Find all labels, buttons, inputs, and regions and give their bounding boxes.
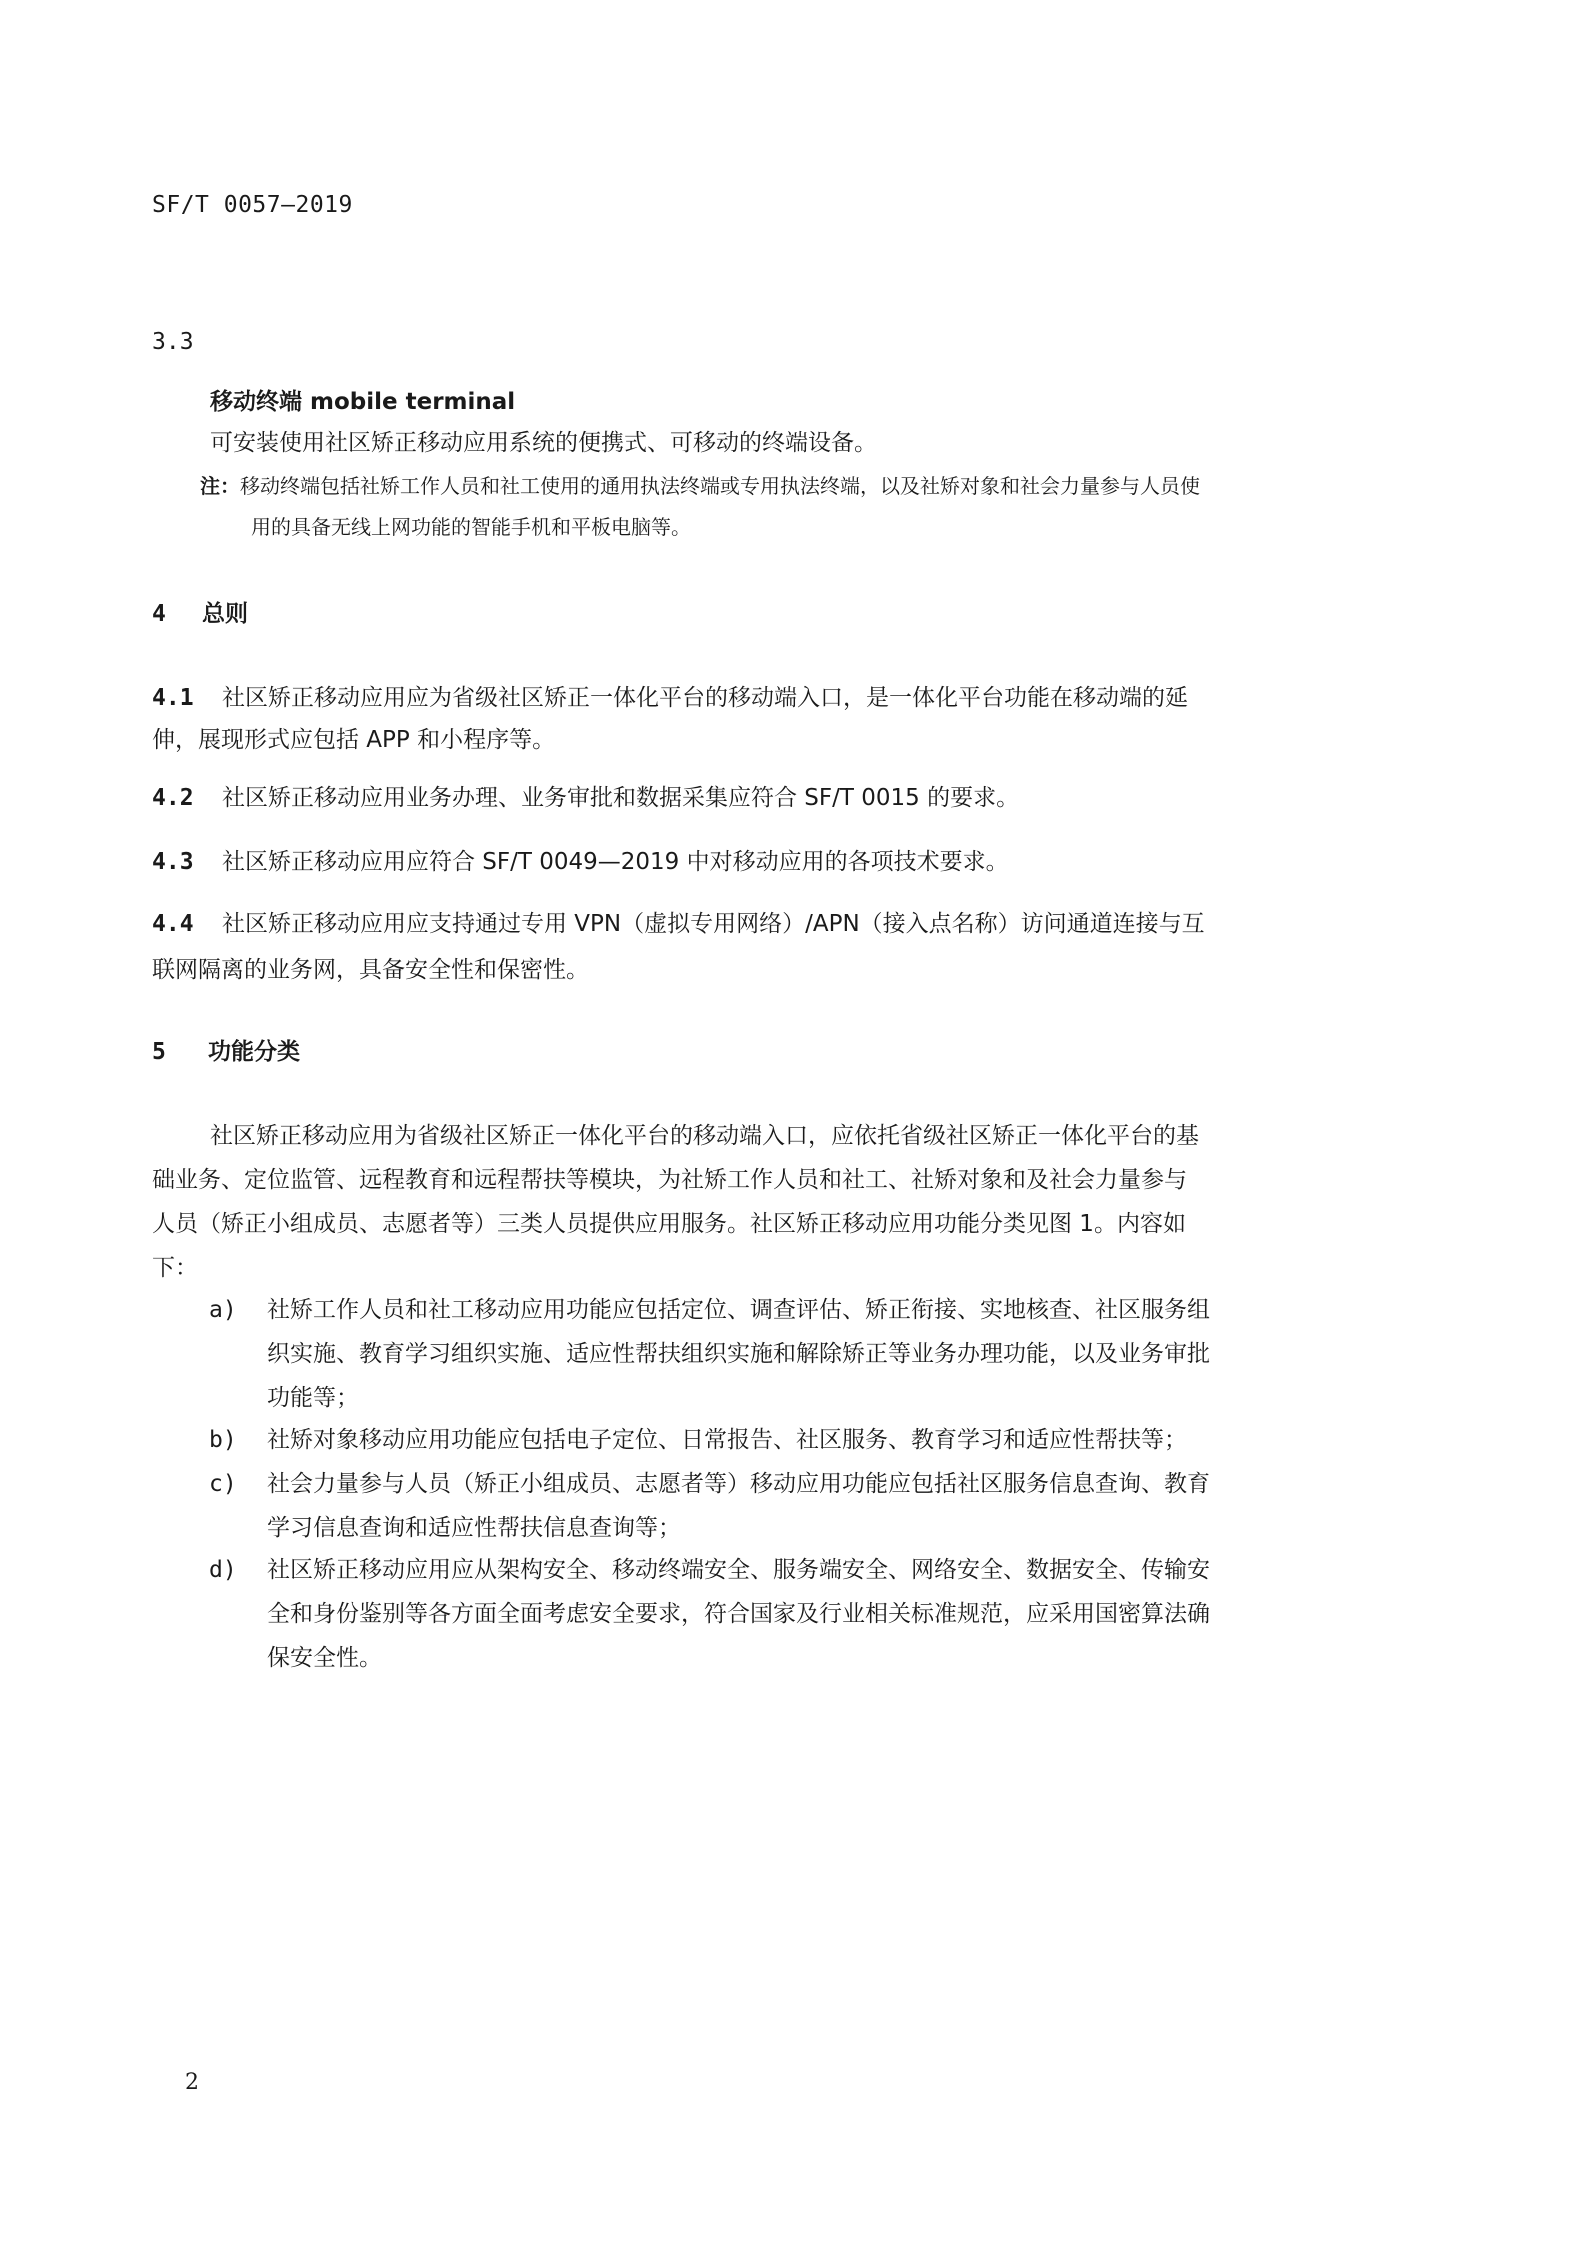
list-marker: a) xyxy=(209,1297,237,1323)
list-item-d xyxy=(209,1548,1407,1680)
list-marker: c) xyxy=(209,1471,237,1497)
note-line-1: 移动终端包括社矫工作人员和社工使用的通用执法终端或专用执法终端，以及社矫对象和社会力量参与人员使 xyxy=(240,474,1200,498)
clause-4-1 xyxy=(152,676,1407,720)
list-item-c xyxy=(209,1462,1407,1550)
list-line: 织实施、教育学习组织实施、适应性帮扶组织实施和解除矫正等业务办理功能，以及业务审批 xyxy=(267,1341,1210,1367)
document-code: SF/T 0057—2019 xyxy=(152,192,353,218)
section-4-title: 总则 xyxy=(202,601,248,627)
section-5-title: 功能分类 xyxy=(208,1039,300,1065)
list-line: 社矫工作人员和社工移动应用功能应包括定位、调查评估、矫正衔接、实地核查、社区服务组 xyxy=(267,1297,1210,1323)
list-line: 全和身份鉴别等各方面全面考虑安全要求，符合国家及行业相关标准规范，应采用国密算法确 xyxy=(267,1601,1210,1627)
intro-line-3: 人员（矫正小组成员、志愿者等）三类人员提供应用服务。社区矫正移动应用功能分类见图 1。内容如 xyxy=(152,1211,1186,1237)
list-item-b xyxy=(209,1418,1407,1462)
clause-4-1-cont: 伸，展现形式应包括 APP 和小程序等。 xyxy=(152,727,556,753)
clause-number: 4.2 xyxy=(152,785,194,811)
clause-line-1: 社区矫正移动应用业务办理、业务审批和数据采集应符合 SF/T 0015 的要求。 xyxy=(222,785,1020,811)
term-number: 3.3 xyxy=(152,329,194,355)
list-line: 社会力量参与人员（矫正小组成员、志愿者等）移动应用功能应包括社区服务信息查询、教育 xyxy=(267,1471,1210,1497)
clause-4-2 xyxy=(152,776,1019,820)
list-line: 保安全性。 xyxy=(267,1645,382,1671)
clause-number: 4.3 xyxy=(152,849,194,875)
section-5-heading xyxy=(152,1030,300,1074)
note-line-2: 用的具备无线上网功能的智能手机和平板电脑等。 xyxy=(251,515,691,539)
clause-4-3 xyxy=(152,840,1009,884)
clause-number: 4.1 xyxy=(152,685,194,711)
note-label: 注： xyxy=(200,474,240,498)
list-marker: b) xyxy=(209,1427,237,1453)
list-line: 功能等； xyxy=(267,1385,359,1411)
clause-4-4-cont: 联网隔离的业务网，具备安全性和保密性。 xyxy=(152,957,589,983)
intro-line-4: 下： xyxy=(152,1255,198,1281)
term-note xyxy=(200,467,1200,506)
clause-line-1: 社区矫正移动应用应符合 SF/T 0049—2019 中对移动应用的各项技术要求。 xyxy=(222,849,1009,875)
clause-line-1: 社区矫正移动应用应支持通过专用 VPN（虚拟专用网络）/APN（接入点名称）访问通道连接与互 xyxy=(222,911,1205,937)
section-4-heading xyxy=(152,592,248,636)
intro-line-2: 础业务、定位监管、远程教育和远程帮扶等模块，为社矫工作人员和社工、社矫对象和及社会力量参与 xyxy=(152,1167,1187,1193)
clause-4-4 xyxy=(152,902,1205,946)
term-title: 移动终端 mobile terminal xyxy=(210,389,516,415)
clause-line-1: 社区矫正移动应用应为省级社区矫正一体化平台的移动端入口，是一体化平台功能在移动端的延 xyxy=(222,685,1188,711)
term-definition: 可安装使用社区矫正移动应用系统的便携式、可移动的终端设备。 xyxy=(210,430,877,456)
list-line: 社区矫正移动应用应从架构安全、移动终端安全、服务端安全、网络安全、数据安全、传输安 xyxy=(267,1557,1210,1583)
intro-line-1: 社区矫正移动应用为省级社区矫正一体化平台的移动端入口，应依托省级社区矫正一体化平台的基 xyxy=(210,1123,1199,1149)
page-number: 2 xyxy=(185,2070,199,2095)
clause-number: 4.4 xyxy=(152,911,194,937)
section-5-number: 5 xyxy=(152,1039,166,1065)
list-marker: d) xyxy=(209,1557,237,1583)
list-line: 社矫对象移动应用功能应包括电子定位、日常报告、社区服务、教育学习和适应性帮扶等； xyxy=(267,1427,1187,1453)
section-4-number: 4 xyxy=(152,601,166,627)
list-line: 学习信息查询和适应性帮扶信息查询等； xyxy=(267,1515,681,1541)
list-item-a xyxy=(209,1288,1407,1420)
